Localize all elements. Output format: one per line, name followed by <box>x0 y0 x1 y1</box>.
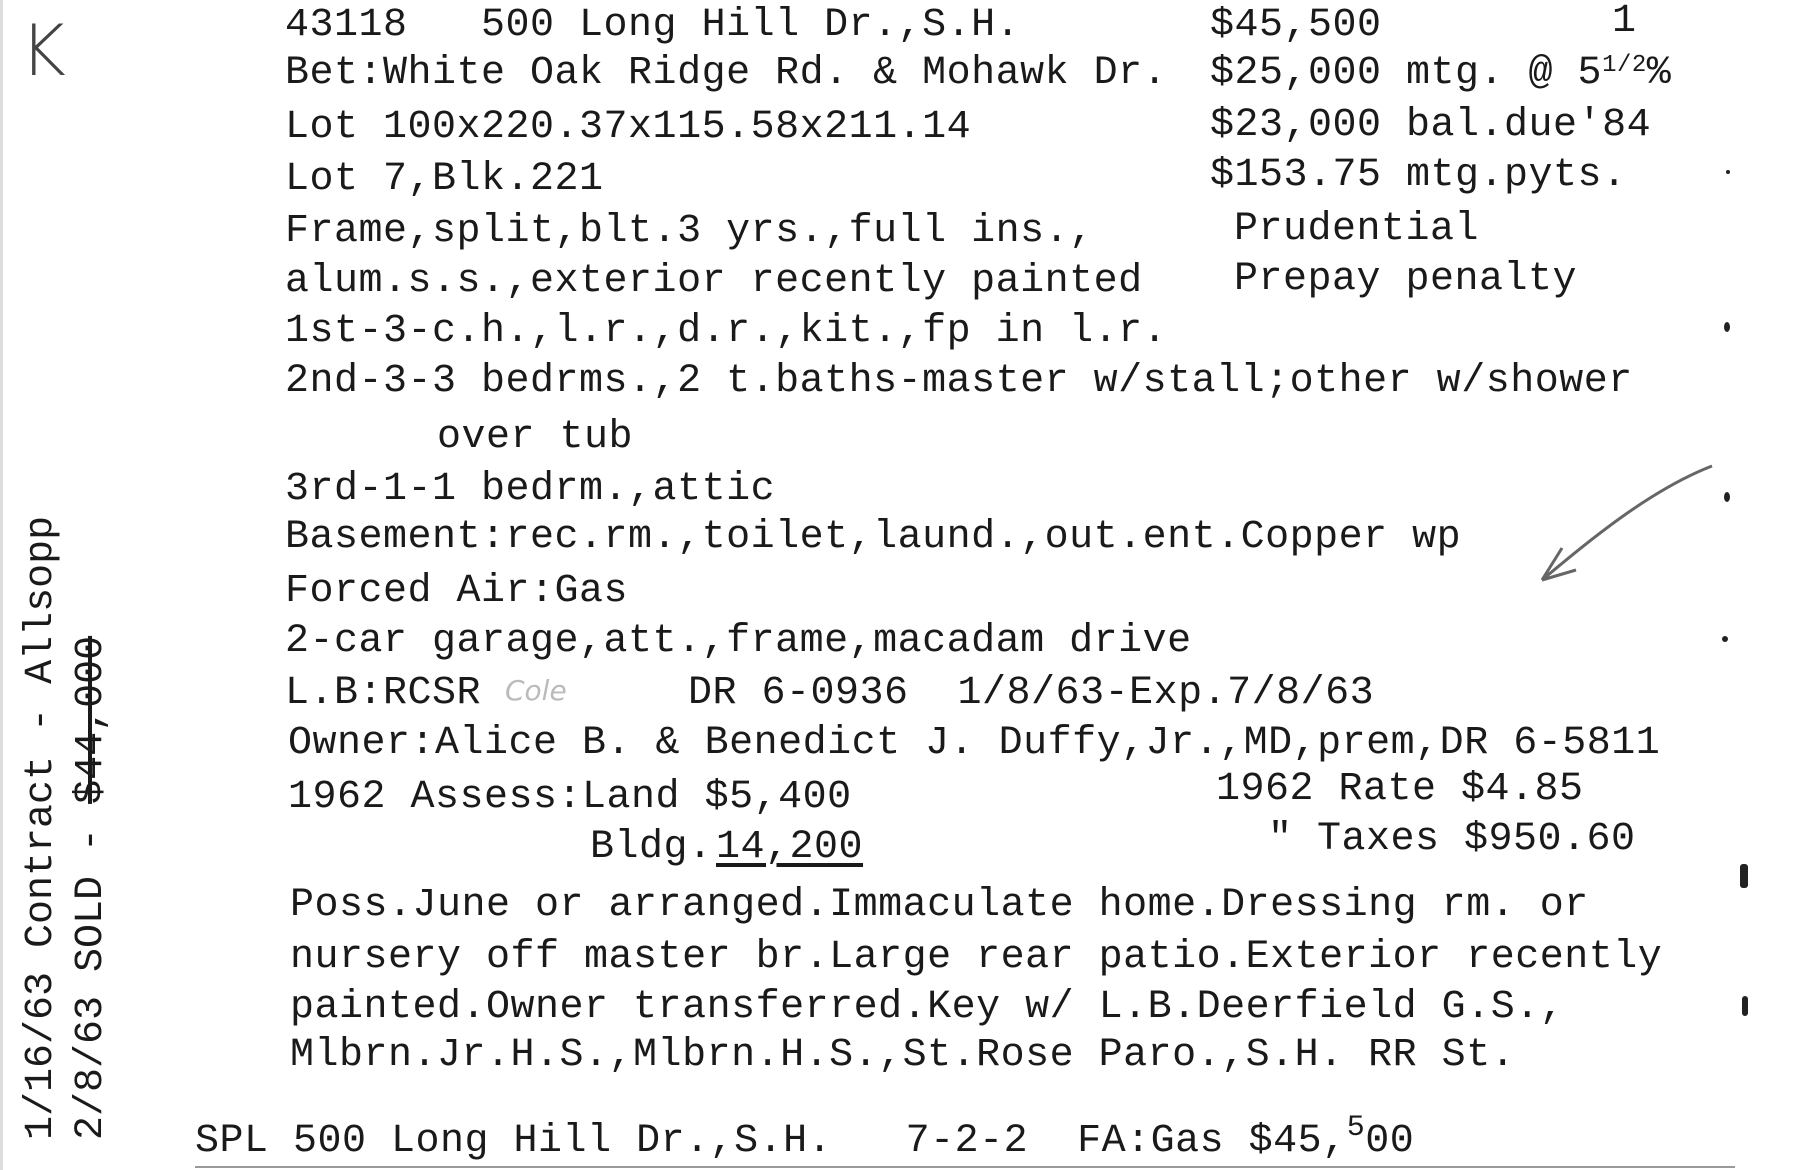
assessment-land: 1962 Assess:Land $5,400 <box>288 775 852 820</box>
mortgage-percent: % <box>1646 51 1672 96</box>
asking-price: $45,500 <box>1210 3 1382 48</box>
tax-rate: 1962 Rate $4.85 <box>1216 767 1584 812</box>
lot-dimensions: Lot 100x220.37x115.58x211.14 <box>285 105 972 150</box>
sold-stamp-text: 2/8/63 SOLD - <box>69 803 114 1140</box>
basement: Basement:rec.rm.,toilet,laund.,out.ent.Copper wp <box>285 515 1462 560</box>
remarks-line-3: painted.Owner transferred.Key w/ L.B.Deerfield G.S., <box>290 985 1565 1030</box>
mortgage-payments: $153.75 mtg.pyts. <box>1210 153 1627 198</box>
lender: Prudential <box>1234 207 1480 252</box>
mortgage-text: $25,000 mtg. @ 5 <box>1210 51 1603 96</box>
owner: Owner:Alice B. & Benedict J. Duffy,Jr.,MD,prem,DR 6-5811 <box>288 721 1661 766</box>
phone-dates: DR 6-0936 1/8/63-Exp.7/8/63 <box>688 671 1375 716</box>
left-edge <box>0 0 3 1170</box>
handwritten-letter: K <box>20 10 66 92</box>
cross-streets: Bet:White Oak Ridge Rd. & Mohawk Dr. <box>285 51 1168 96</box>
prepay-penalty: Prepay penalty <box>1234 257 1578 302</box>
remarks-line-4: Mlbrn.Jr.H.S.,Mlbrn.H.S.,St.Rose Paro.,S.H. RR St. <box>290 1033 1516 1078</box>
sold-price: $44,000 <box>69 635 114 804</box>
third-floor: 3rd-1-1 bedrm.,attic <box>285 467 776 512</box>
siding-line: alum.s.s.,exterior recently painted <box>285 259 1143 304</box>
mortgage-fraction: 1/2 <box>1602 52 1647 79</box>
margin-mark <box>1726 170 1730 174</box>
contract-stamp: 1/16/63 Contract - Allsopp <box>19 515 64 1140</box>
assessment-bldg-value: 14,200 <box>716 825 864 870</box>
mortgage <box>1210 52 1671 100</box>
footer-text: SPL 500 Long Hill Dr.,S.H. 7-2-2 FA:Gas $45, <box>195 1119 1347 1164</box>
second-floor-cont: over tub <box>437 415 634 460</box>
lot-block: Lot 7,Blk.221 <box>285 157 604 202</box>
remarks-line-1: Poss.June or arranged.Immaculate home.Dressing rm. or <box>290 883 1589 928</box>
remarks-line-2: nursery off master br.Large rear patio.Exterior recently <box>290 935 1663 980</box>
footer-rule <box>195 1166 1735 1168</box>
margin-mark <box>1742 996 1748 1016</box>
construction-line: Frame,split,blt.3 yrs.,full ins., <box>285 209 1094 254</box>
taxes: " Taxes $950.60 <box>1268 817 1636 862</box>
footer-struck-digit: 5 <box>1346 1111 1366 1145</box>
card-number: 1 <box>1612 0 1637 44</box>
margin-mark <box>1740 864 1748 888</box>
garage: 2-car garage,att.,frame,macadam drive <box>285 619 1192 664</box>
checkmark-icon <box>1540 460 1720 590</box>
margin-mark <box>1724 322 1730 332</box>
sold-stamp <box>70 636 114 1140</box>
margin-mark <box>1722 636 1728 642</box>
assessment-bldg-label: Bldg. <box>590 825 713 870</box>
footer-tail: 00 <box>1365 1119 1415 1164</box>
second-floor: 2nd-3-3 bedrms.,2 t.baths-master w/stall;other w/shower <box>285 359 1633 404</box>
footer-summary <box>195 1111 1415 1166</box>
margin-mark <box>1724 492 1730 502</box>
first-floor: 1st-3-c.h.,l.r.,d.r.,kit.,fp in l.r. <box>285 309 1168 354</box>
listing-id-address: 43118 500 Long Hill Dr.,S.H. <box>285 3 1021 48</box>
handwritten-note: Cole <box>505 674 567 707</box>
listing-broker: L.B:RCSR <box>285 671 482 716</box>
balance-due: $23,000 bal.due'84 <box>1210 103 1652 148</box>
heating: Forced Air:Gas <box>285 569 629 614</box>
